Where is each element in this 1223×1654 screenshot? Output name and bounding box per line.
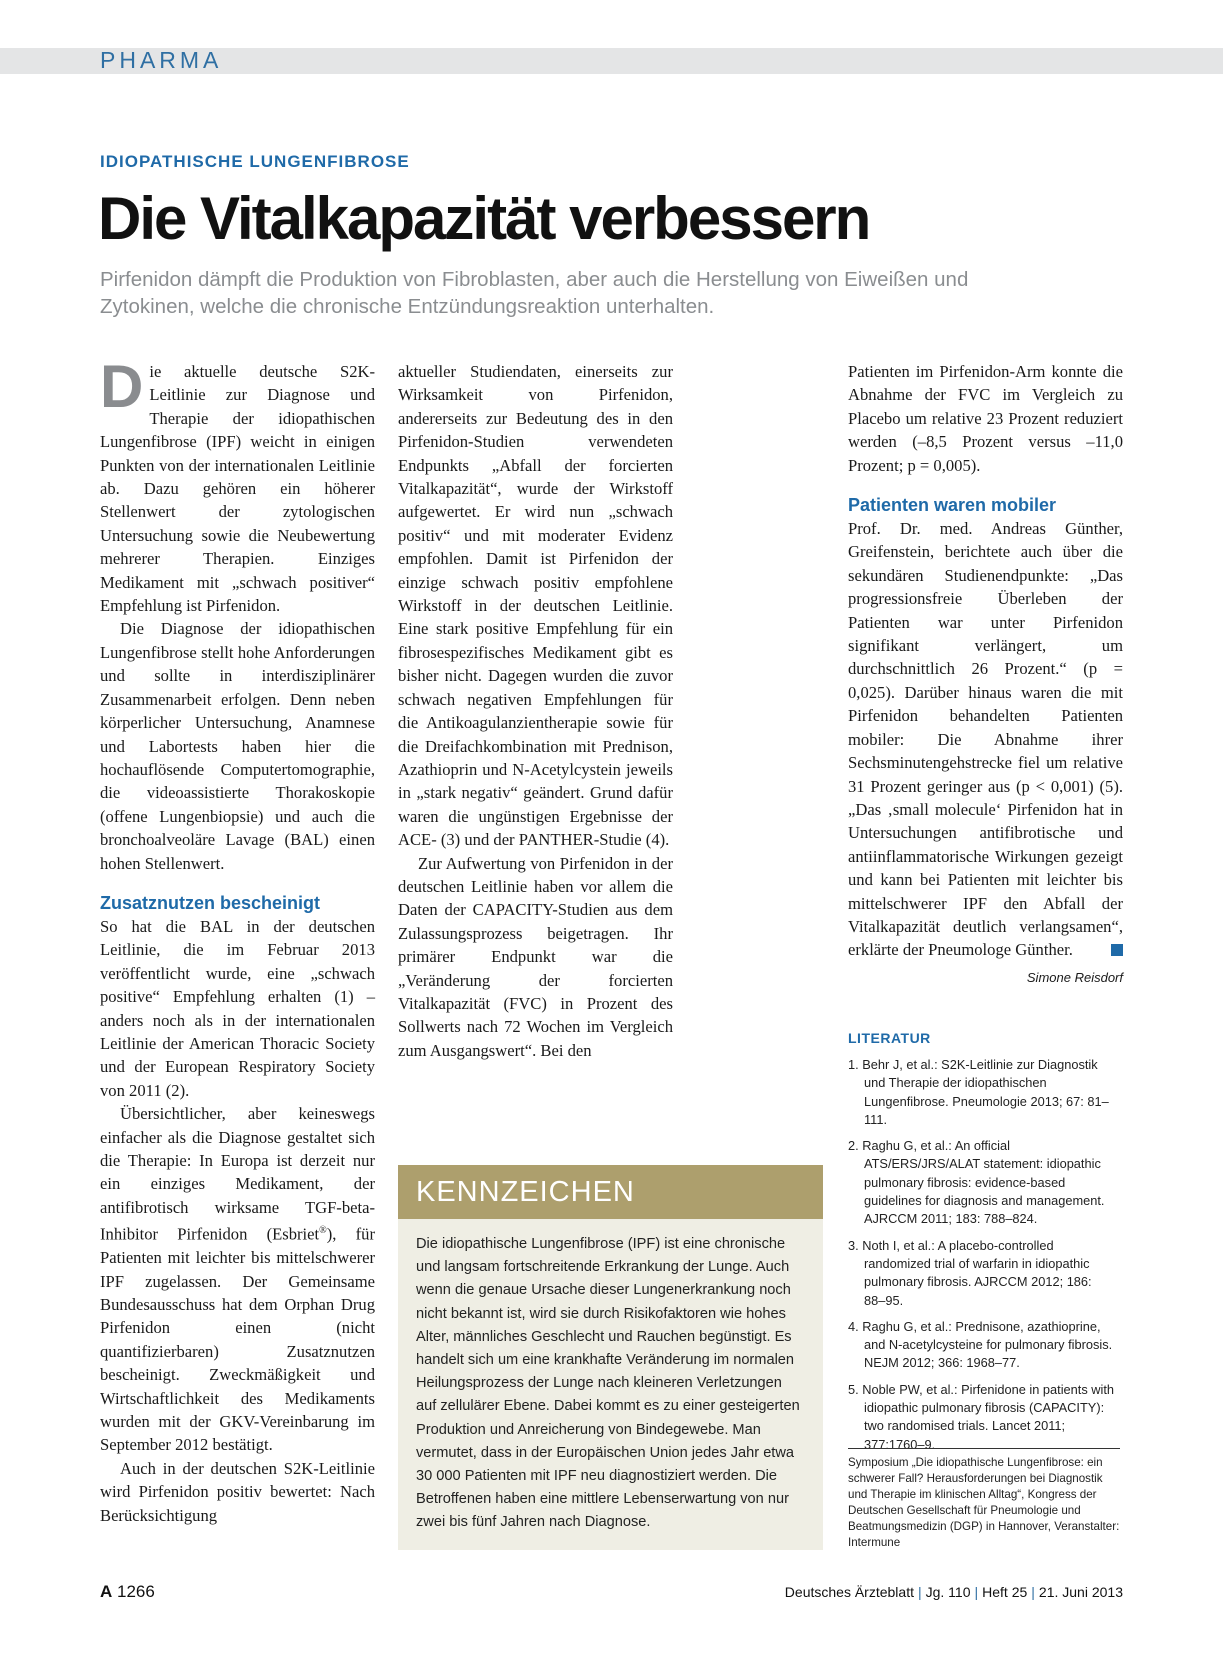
literature-item: 5. Noble PW, et al.: Pirfenidone in patients with idiopathic pulmonary fibrosis (CAPACITY): two randomised trials. Lancet 2011; 377:1760–9. xyxy=(848,1381,1115,1452)
paragraph: So hat die BAL in der deutschen Leitlinie, die im Februar 2013 veröffentlicht wurde, eine „schwach positive“ Empfehlung erhalten (1) – anders noch als in der internationalen Leitlinie der American Thoracic Society und der European Respiratory Society von 2011 (2). xyxy=(100,916,375,1100)
paragraph: Die Diagnose der idiopathischen Lungenfibrose stellt hohe Anforderungen und sollte in interdisziplinärer Zusammenarbeit erfolgen. Denn neben körperlicher Untersuchung, Anamnese und Labortests haben hier die hochauflösende Computertomographie, die videoassistierte Thorakoskopie (offene Lungenbiopsie) und auch die bronchoalveoläre Lavage (BAL) einen hohen Stellenwert. xyxy=(100,619,375,873)
info-box-text: Die idiopathische Lungenfibrose (IPF) ist eine chronische und langsam fortschreitende Erkrankung der Lunge. Auch wenn die genaue Ursache dieser Lungenerkrankung noch nicht bekannt ist, wird sie durch Risikofaktoren wie hohes Alter, männliches Geschlecht und Rauchen begünstigt. Es handelt sich um eine krankhafte Veränderung im normalen Heilungsprozess der Lunge nach kleineren Verletzungen auf zellulärer Ebene. Dabei kommt es zu einer gesteigerten Produktion und Anreicherung von Bindegewebe. Man vermutet, dass in der Europäischen Union jedes Jahr etwa 30 000 Patienten mit IPF neu diagnostiziert werden. Die Betroffenen haben eine mittlere Lebenserwartung von nur zwei bis fünf Jahren nach Diagnose. xyxy=(416,1236,800,1531)
registered-mark: ® xyxy=(319,1225,327,1237)
symposium-note: Symposium „Die idiopathische Lungenfibrose: ein schwerer Fall? Herausforderungen bei Diagnostik und Therapie im klinischen Alltag“, Kongress der Deutschen Gesellschaft für Pneumologie und Beatmungsmedizin (DGP) in Hannover, Veranstalter: Intermune xyxy=(848,1448,1120,1551)
info-box-title: KENNZEICHEN xyxy=(398,1165,823,1219)
page-number-value: 1266 xyxy=(117,1582,155,1601)
subheading: Patienten waren mobiler xyxy=(848,495,1057,516)
column-2 xyxy=(398,360,673,1062)
info-box xyxy=(398,1165,823,1550)
author: Simone Reisdorf xyxy=(1026,969,1123,985)
paragraph: aktueller Studiendaten, einerseits zur Wirksamkeit von Pirfenidon, andererseits zur Bedeutung des in den Pirfenidon-Studien verwendeten Endpunkts „Abfall der forcierten Vitalkapazität“, wurde der Wirkstoff aufgewertet. Er wird nun „schwach positiv“ und mit moderater Evidenz empfohlen. Damit ist Pirfenidon der einzige schwach positiv empfohlene Wirkstoff in der deutschen Leitlinie. Eine stark positive Empfehlung für ein fibrosespezifisches Medikament gibt es bisher nicht. Dagegen wurden die zuvor schwach negativen Empfehlungen für die Antikoagulanzientherapie sowie für die Dreifachkombination mit Prednison, Azathioprin und N-Acetylcystein jeweils in „stark negativ“ geändert. Grund dafür waren die ungünstigen Ergebnisse der ACE- (3) und der PANTHER-Studie (4). xyxy=(398,362,673,850)
paragraph-text: ), für Patienten mit leichter bis mittelschwerer IPF zugelassen. Der Gemeinsame Bundesausschuss hat dem Orphan Drug Pirfenidon einen (nicht quantifizierbaren) Zusatznutzen bescheinigt. Zweckmäßigkeit und Wirtschaftlichkeit des Medikaments wurden mit der GKV-Vereinbarung im September 2012 bestätigt. xyxy=(100,1224,376,1455)
journal-info xyxy=(785,1584,1123,1600)
paragraph: Auch in der deutschen S2K-Leitlinie wird Pirfenidon positiv bewertet: Nach Berücksichtigung xyxy=(100,1458,375,1525)
paragraph-text: Übersichtlicher, aber keineswegs einfacher als die Diagnose gestaltet sich die Therapie: In Europa ist derzeit nur ein einziges Medikament, der antifibrotisch wirksame TGF-beta-Inhibitor Pirfenidon (Esbriet xyxy=(100,1104,375,1244)
paragraph: Patienten im Pirfenidon-Arm konnte die Abnahme der FVC im Vergleich zu Placebo um relative 23 Prozent reduziert werden (–8,5 Prozent versus –11,0 Prozent; p = 0,005). xyxy=(848,362,1123,475)
journal-volume: Jg. 110 xyxy=(925,1584,971,1600)
paragraph-text: ie aktuelle deutsche S2K-Leitlinie zur Diagnose und Therapie der idiopathischen Lungenfibrose (IPF) weicht in einigen Punkten von der internationalen Leitlinie ab. Dazu gehören ein höherer Stellenwert der zytologischen Untersuchung sowie die Neubewertung mehrerer Therapien. Einziges Medikament mit „schwach positiver“ Empfehlung ist Pirfenidon. xyxy=(100,362,375,616)
paragraph: Zur Aufwertung von Pirfenidon in der deutschen Leitlinie haben vor allem die Daten der CAPACITY-Studien aus dem Zulassungsprozess beigetragen. Ihr primärer Endpunkt war die „Veränderung der forcierten Vitalkapazität (FVC) in Prozent des Sollwerts nach 72 Wochen im Vergleich zum Ausgangswert“. Bei den xyxy=(398,853,673,1060)
journal-name: Deutsches Ärzteblatt xyxy=(784,1584,914,1600)
literature-item: 3. Noth I, et al.: A placebo-controlled randomized trial of warfarin in idiopathic pulmonary fibrosis. AJRCCM 2012; 186: 88–95. xyxy=(848,1237,1092,1308)
paragraph xyxy=(848,517,1123,962)
separator: | xyxy=(1031,1584,1035,1600)
separator: | xyxy=(917,1584,922,1600)
literature-item: 2. Raghu G, et al.: An official ATS/ERS/JRS/ALAT statement: idiopathic pulmonary fibrosis: evidence-based guidelines for diagnosis and management. AJRCCM 2011; 183: 788–824. xyxy=(848,1138,1105,1227)
separator: | xyxy=(974,1584,979,1600)
subheading: Zusatznutzen bescheinigt xyxy=(100,892,321,913)
column-3 xyxy=(848,360,1123,989)
page-number xyxy=(100,1582,155,1602)
journal-issue: Heft 25 xyxy=(982,1584,1028,1600)
dropcap: D xyxy=(100,353,144,420)
page-prefix: A xyxy=(100,1582,113,1601)
article-title: Die Vitalkapazität verbessern xyxy=(98,185,870,252)
section-label: PHARMA xyxy=(100,47,223,73)
literature-item: 1. Behr J, et al.: S2K-Leitlinie zur Diagnostik und Therapie der idiopathischen Lungenfibrose. Pneumologie 2013; 67: 81–111. xyxy=(848,1057,1109,1127)
article-subtitle: Pirfenidon dämpft die Produktion von Fibroblasten, aber auch die Herstellung von Eiweißen und Zytokinen, welche die chronische Entzündungsreaktion unterhalten. xyxy=(100,268,969,318)
literature-title: LITERATUR xyxy=(848,1030,931,1046)
paragraph xyxy=(100,353,375,617)
paragraph xyxy=(100,1102,375,1457)
journal-date: 21. Juni 2013 xyxy=(1038,1584,1123,1600)
column-1 xyxy=(100,353,376,1527)
literature-list xyxy=(848,1056,1116,1462)
end-mark-icon xyxy=(1111,944,1123,956)
article-kicker: IDIOPATHISCHE LUNGENFIBROSE xyxy=(100,152,410,171)
paragraph-text: Prof. Dr. med. Andreas Günther, Greifenstein, berichtete auch über die sekundären Studienendpunkte: „Das progressionsfreie Überleben der Patienten war unter Pirfenidon signifikant verlängert, um durchschnittlich 26 Prozent.“ (p = 0,025). Darüber hinaus waren die mit Pirfenidon behandelten Patienten mobiler: Die Abnahme ihrer Sechsminutengehstrecke fiel um relative 31 Prozent geringer aus (p < 0,001) (5). „Das ‚small molecule‘ Pirfenidon hat in Untersuchungen antifibrotische und antiinflammatorische Wirkungen gezeigt und kann bei Patienten mit leichter bis mittelschwerer IPF den Abfall der Vitalkapazität deutlich verlangsamen“, erklärte der Pneumologe Günther. xyxy=(848,519,1123,960)
literature-item: 4. Raghu G, et al.: Prednisone, azathioprine, and N-acetylcysteine for pulmonary fibrosis. NEJM 2012; 366: 1968–77. xyxy=(848,1318,1113,1371)
